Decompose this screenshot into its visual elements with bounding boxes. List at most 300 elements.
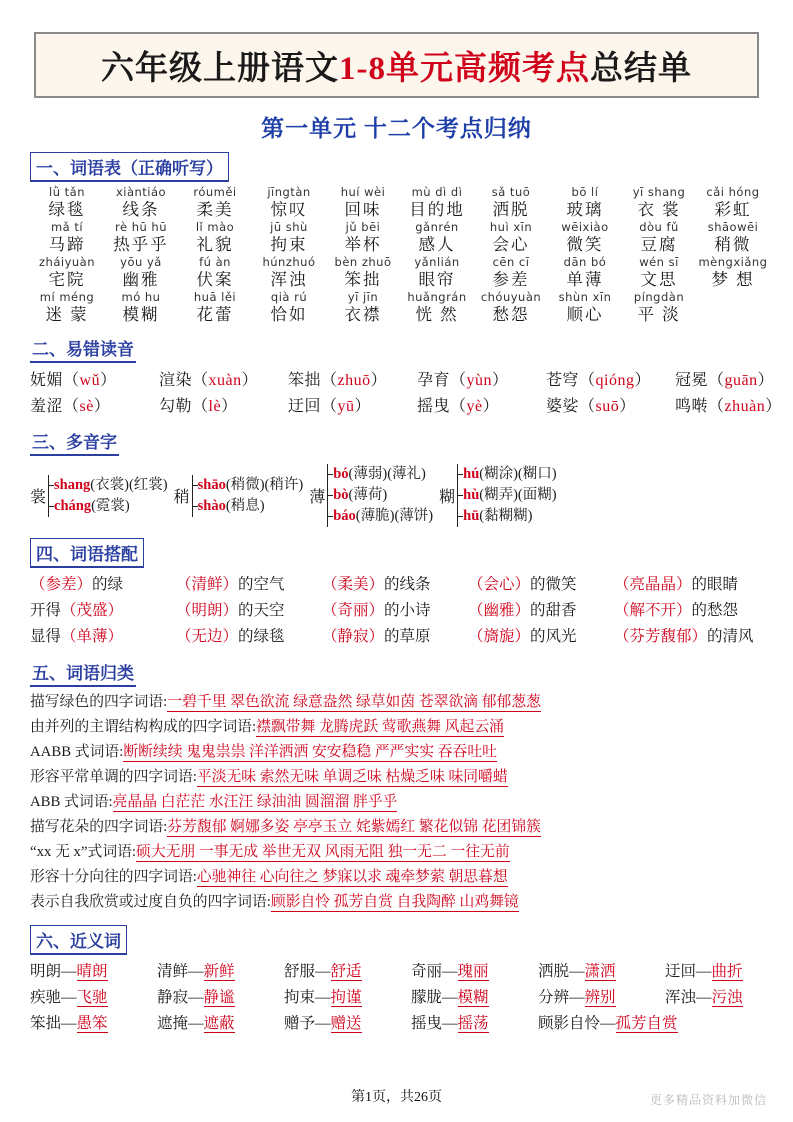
- word-hanzi: 恍 然: [415, 305, 459, 324]
- wordlist-row: [30, 255, 768, 290]
- collocation-noun: 的眼睛: [691, 576, 739, 593]
- word-pinyin: shāowēi: [707, 220, 759, 234]
- pronunciation-word: 勾勒: [159, 398, 193, 415]
- word-hanzi: 感人: [418, 235, 456, 254]
- classification-label: 由并列的主谓结构构成的四字词语:: [30, 719, 257, 735]
- word-hanzi: 会心: [492, 235, 530, 254]
- pronunciation-item: 迂回（yū）: [288, 398, 372, 415]
- word-pinyin: yōu yǎ: [120, 255, 162, 269]
- polyphone-group: [309, 464, 433, 527]
- word-hanzi: 梦 想: [711, 270, 755, 289]
- word-pinyin: dān bó: [563, 255, 607, 269]
- word-cell: [474, 221, 548, 255]
- synonym-target: 孤芳自赏: [615, 1015, 678, 1032]
- polyphone-words: (衣裳)(红裳): [90, 476, 168, 493]
- pronunciation-pinyin: wǔ: [79, 372, 101, 389]
- word-cell: [104, 291, 178, 325]
- classification-row: [30, 766, 763, 788]
- collocation-row: [30, 598, 763, 620]
- synonym-target: 摇荡: [457, 1015, 489, 1032]
- word-pinyin: mó hu: [121, 290, 161, 304]
- word-pinyin: dòu fǔ: [639, 220, 679, 234]
- classification-row: [30, 716, 763, 738]
- word-cell: [326, 221, 400, 255]
- pronunciation-row: [30, 393, 782, 416]
- word-cell: [30, 291, 104, 325]
- synonym-source: 笨拙—: [30, 1015, 77, 1032]
- title-part-2: 总结单: [590, 50, 692, 87]
- page-title: [101, 42, 692, 89]
- classification-label: 形容十分向往的四字词语:: [30, 869, 197, 885]
- collocation-item: [322, 572, 468, 594]
- collocation-item: [176, 624, 322, 646]
- collocation-item: [176, 572, 322, 594]
- word-pinyin: jīngtàn: [267, 185, 311, 199]
- classification-row: [30, 691, 763, 713]
- pronunciation-item: 勾勒（lè）: [159, 398, 238, 415]
- collocation-item: [322, 624, 468, 646]
- collocation-prefix: 开得: [30, 602, 62, 619]
- pronunciation-pinyin: suō: [595, 398, 620, 415]
- pronunciation-word: 摇曳: [417, 398, 451, 415]
- synonym-source: 拘束—: [284, 989, 331, 1006]
- collocation-noun: 的甜香: [530, 602, 577, 619]
- collocation-item: [322, 598, 468, 620]
- polyphone-char: 稍: [173, 489, 190, 506]
- word-cell: [400, 256, 474, 290]
- word-hanzi: 惊叹: [270, 200, 308, 219]
- polyphone-readings: [192, 475, 304, 517]
- word-pinyin: mí méng: [39, 290, 95, 304]
- title-part-highlight: 1-8单元高频考点: [339, 50, 590, 87]
- classification-row: [30, 741, 763, 763]
- word-pinyin: rè hū hū: [114, 220, 168, 234]
- collocation-item: [468, 572, 614, 594]
- word-pinyin: mǎ tí: [50, 220, 84, 234]
- synonyms-block: [30, 959, 763, 1033]
- pronunciation-block: [30, 367, 782, 416]
- synonym-item: [665, 959, 792, 981]
- word-cell: [178, 256, 252, 290]
- synonym-source: 舒服—: [284, 963, 331, 980]
- word-hanzi: 笨拙: [344, 270, 382, 289]
- polyphone-reading: [198, 475, 304, 496]
- classification-row: [30, 841, 763, 863]
- word-cell: [400, 186, 474, 220]
- collocation-prefix: 显得: [30, 628, 62, 645]
- word-pinyin: róuměi: [193, 185, 237, 199]
- collocation-item: [30, 598, 176, 620]
- word-cell: [622, 186, 696, 220]
- word-cell: [30, 256, 104, 290]
- word-hanzi: 柔美: [196, 200, 234, 219]
- collocation-answer: （无边）: [176, 628, 239, 645]
- collocation-noun: 的微笑: [530, 576, 577, 593]
- word-pinyin: cǎi hóng: [706, 185, 760, 199]
- word-hanzi: 伏案: [196, 270, 234, 289]
- synonym-item: [538, 1011, 768, 1033]
- polyphone-reading: [333, 464, 433, 485]
- pronunciation-pinyin: yùn: [466, 372, 493, 389]
- word-hanzi: 热乎乎: [113, 235, 169, 254]
- word-pinyin: shùn xīn: [558, 290, 612, 304]
- wordlist-row: [30, 221, 763, 255]
- word-pinyin: mù dì dì: [411, 185, 463, 199]
- synonym-source: 清鲜—: [157, 963, 204, 980]
- polyphone-pinyin: báo: [333, 508, 356, 524]
- wordlist-block: [30, 185, 768, 325]
- polyphone-words: (稍息): [225, 497, 265, 514]
- polyphone-char: 裳: [30, 489, 47, 506]
- synonym-item: [157, 985, 284, 1007]
- collocation-answer: （单薄）: [61, 628, 124, 645]
- classification-label: 表示自我欣赏或过度自负的四字词语:: [30, 894, 271, 910]
- page-subtitle: 第一单元 十二个考点归纳: [261, 116, 532, 141]
- word-pinyin: yī shang: [632, 185, 686, 199]
- classification-words: 心驰神往 心向往之 梦寐以求 魂牵梦萦 朝思暮想: [196, 869, 508, 885]
- word-cell: [548, 291, 622, 325]
- polyphone-pinyin: hū: [463, 508, 480, 524]
- pronunciation-word: 渲染: [159, 372, 193, 389]
- pronunciation-pinyin: qióng: [595, 372, 635, 389]
- word-cell: [474, 186, 548, 220]
- polyphone-char: 薄: [309, 489, 326, 506]
- polyphone-words: (稍微)(稍许): [225, 476, 304, 493]
- polyphone-group: [30, 475, 168, 517]
- collocation-answer: （柔美）: [322, 576, 385, 593]
- word-hanzi: 宅院: [48, 270, 86, 289]
- polyphone-group: [174, 475, 304, 517]
- polyphone-reading: [463, 506, 556, 527]
- collocation-item: [30, 624, 176, 646]
- word-cell: [252, 186, 326, 220]
- synonym-target: 愚笨: [76, 1015, 108, 1032]
- collocation-answer: （茂盛）: [61, 602, 124, 619]
- synonym-target: 瑰丽: [457, 963, 489, 980]
- pronunciation-word: 笨拙: [288, 372, 322, 389]
- word-hanzi: 文思: [640, 270, 678, 289]
- collocation-item: [468, 624, 614, 646]
- word-cell: [178, 186, 252, 220]
- pronunciation-item: 冠冕（guān）: [675, 372, 775, 389]
- polyphone-pinyin: hú: [463, 466, 480, 482]
- synonym-source: 遮掩—: [157, 1015, 204, 1032]
- synonym-target: 潇洒: [584, 963, 616, 980]
- pronunciation-pinyin: xuàn: [208, 372, 242, 389]
- collocation-item: [468, 598, 614, 620]
- synonym-row: [30, 985, 763, 1007]
- word-hanzi: 花蕾: [196, 305, 234, 324]
- pronunciation-item: 羞涩（sè）: [30, 398, 111, 415]
- polyphone-reading: [463, 485, 556, 506]
- word-hanzi: 目的地: [409, 200, 465, 219]
- classification-words: 芬芳馥郁 婀娜多姿 亭亭玉立 姹紫嫣红 繁花似锦 花团锦簇: [167, 819, 541, 835]
- word-hanzi: 浑浊: [270, 270, 308, 289]
- collocation-item: [176, 598, 322, 620]
- page-footer: 第1页，共26页: [351, 1090, 442, 1105]
- word-hanzi: 绿毯: [48, 200, 86, 219]
- word-cell: [696, 186, 770, 220]
- title-part-1: 六年级上册语文: [101, 50, 339, 87]
- classification-label: 描写绿色的四字词语:: [30, 694, 168, 710]
- word-cell: [548, 256, 622, 290]
- pronunciation-pinyin: zhuō: [337, 372, 371, 389]
- synonym-source: 朦胧—: [411, 989, 458, 1006]
- page-title-banner: [34, 32, 759, 98]
- section-heading-synonyms: 六、近义词: [30, 925, 127, 955]
- collocation-answer: （奇丽）: [322, 602, 385, 619]
- classification-words: 硕大无朋 一事无成 举世无双 风雨无阻 独一无二 一往无前: [136, 844, 510, 860]
- collocation-answer: （旖旎）: [468, 628, 531, 645]
- pronunciation-item: 摇曳（yè）: [417, 398, 500, 415]
- section-heading-classification: 五、词语归类: [30, 659, 136, 687]
- word-pinyin: huǎngrán: [407, 290, 467, 304]
- synonym-target: 曲折: [711, 963, 743, 980]
- collocation-noun: 的绿毯: [238, 628, 285, 645]
- classification-label: “xx 无 x”式词语:: [30, 844, 137, 860]
- synonym-item: [538, 985, 665, 1007]
- word-cell: [696, 221, 770, 255]
- pronunciation-item: 笨拙（zhuō）: [288, 372, 388, 389]
- word-hanzi: 玻璃: [566, 200, 604, 219]
- word-cell: [326, 291, 400, 325]
- polyphone-reading: [198, 496, 304, 517]
- polyphone-words: (薄脆)(薄饼): [355, 508, 434, 524]
- collocation-answer: （参差）: [30, 576, 93, 593]
- polyphone-pinyin: shang: [54, 476, 91, 493]
- collocation-noun: 的草原: [384, 628, 431, 645]
- word-hanzi: 举杯: [344, 235, 382, 254]
- word-cell: [622, 221, 696, 255]
- polyphone-reading: [54, 475, 168, 496]
- classification-label: 形容平常单调的四字词语:: [30, 769, 197, 785]
- polyphone-pinyin: hù: [463, 487, 480, 503]
- synonym-source: 疾驰—: [30, 989, 77, 1006]
- word-hanzi: 平 淡: [637, 305, 681, 324]
- word-pinyin: lǐ mào: [195, 220, 235, 234]
- word-hanzi: 顺心: [566, 305, 604, 324]
- synonym-target: 晴朗: [76, 963, 108, 980]
- synonym-item: [538, 959, 665, 981]
- word-pinyin: qià rú: [270, 290, 308, 304]
- word-cell: [252, 291, 326, 325]
- collocation-noun: 的愁怨: [691, 602, 739, 619]
- word-pinyin: sǎ tuō: [491, 185, 531, 199]
- classification-label: 描写花朵的四字词语:: [30, 819, 168, 835]
- synonym-item: [411, 1011, 538, 1033]
- word-cell: [622, 291, 696, 325]
- word-hanzi: 微笑: [566, 235, 604, 254]
- word-hanzi: 模糊: [122, 305, 160, 324]
- synonym-item: [411, 959, 538, 981]
- word-cell: [622, 256, 696, 290]
- synonym-item: [30, 959, 157, 981]
- collocation-item: [614, 572, 760, 594]
- pronunciation-word: 妩媚: [30, 372, 64, 389]
- polyphone-pinyin: shào: [197, 497, 226, 514]
- word-pinyin: píngdàn: [633, 290, 685, 304]
- word-pinyin: huā lěi: [193, 290, 237, 304]
- word-pinyin: lǜ tǎn: [49, 185, 85, 199]
- classification-words: 平淡无味 索然无味 单调乏味 枯燥乏味 味同嚼蜡: [196, 769, 508, 785]
- word-cell: [326, 256, 400, 290]
- polyphone-pinyin: bò: [333, 487, 349, 503]
- classification-row: [30, 791, 763, 813]
- classification-words: 顾影自怜 孤芳自赏 自我陶醉 山鸡舞镜: [270, 894, 519, 910]
- word-hanzi: 衣襟: [344, 305, 382, 324]
- classification-label: AABB 式词语:: [30, 744, 124, 760]
- synonym-target: 赠送: [330, 1015, 362, 1032]
- pronunciation-pinyin: yū: [337, 398, 355, 415]
- synonym-target: 新鲜: [203, 963, 235, 980]
- polyphone-reading: [333, 485, 433, 506]
- synonym-item: [284, 1011, 411, 1033]
- section-heading-pronunciation: 二、易错读音: [30, 335, 136, 363]
- section-heading-polyphone: 三、多音字: [30, 428, 119, 456]
- collocation-answer: （会心）: [468, 576, 531, 593]
- synonym-source: 奇丽—: [411, 963, 458, 980]
- synonym-target: 舒适: [330, 963, 362, 980]
- word-pinyin: bèn zhuō: [334, 255, 392, 269]
- classification-row: [30, 816, 763, 838]
- synonym-source: 赠予—: [284, 1015, 331, 1032]
- word-hanzi: 回味: [344, 200, 382, 219]
- classification-row: [30, 866, 763, 888]
- pronunciation-item: 婆娑（suō）: [546, 398, 636, 415]
- word-cell: [548, 186, 622, 220]
- collocation-row: [30, 624, 763, 646]
- collocation-answer: （芬芳馥郁）: [614, 628, 708, 645]
- synonym-target: 遮蔽: [203, 1015, 235, 1032]
- pronunciation-item: 渲染（xuàn）: [159, 372, 259, 389]
- collocation-noun: 的风光: [530, 628, 577, 645]
- wordlist-row: [30, 291, 763, 325]
- word-cell: [30, 186, 104, 220]
- polyphone-reading: [463, 464, 556, 485]
- pronunciation-pinyin: guān: [724, 372, 758, 389]
- classification-words: 断断续续 鬼鬼祟祟 洋洋洒洒 安安稳稳 严严实实 吞吞吐吐: [123, 744, 497, 760]
- word-hanzi: 恰如: [270, 305, 308, 324]
- word-pinyin: mèngxiǎng: [698, 255, 768, 269]
- polyphone-words: (糊弄)(面糊): [479, 487, 557, 503]
- classification-words: 襟飘带舞 龙腾虎跃 莺歌燕舞 风起云涌: [256, 719, 504, 735]
- polyphone-pinyin: bó: [333, 466, 349, 482]
- collocation-item: [614, 598, 760, 620]
- word-pinyin: gǎnrén: [415, 220, 459, 234]
- word-cell: [30, 221, 104, 255]
- word-cell: [474, 291, 548, 325]
- synonym-target: 静谧: [203, 989, 235, 1006]
- synonym-source: 顾影自怜—: [538, 1015, 616, 1032]
- word-pinyin: fú àn: [199, 255, 231, 269]
- wordlist-row: [30, 186, 763, 220]
- word-pinyin: bō lí: [571, 185, 599, 199]
- synonym-target: 模糊: [457, 989, 489, 1006]
- collocation-item: [30, 572, 176, 594]
- polyphone-group: [439, 464, 556, 527]
- synonym-item: [284, 985, 411, 1007]
- polyphone-words: (糊涂)(糊口): [479, 466, 557, 482]
- polyphone-readings: [457, 464, 556, 527]
- synonym-source: 洒脱—: [538, 963, 585, 980]
- pronunciation-pinyin: sè: [79, 398, 94, 415]
- collocation-noun: 的绿: [92, 576, 124, 593]
- pronunciation-pinyin: lè: [208, 398, 222, 415]
- classification-words: 一碧千里 翠色欲流 绿意盎然 绿草如茵 苍翠欲滴 郁郁葱葱: [167, 694, 541, 710]
- word-pinyin: jǔ bēi: [345, 220, 381, 234]
- collocation-noun: 的清风: [707, 628, 754, 645]
- collocation-noun: 的空气: [238, 576, 285, 593]
- pronunciation-word: 婆娑: [546, 398, 580, 415]
- word-hanzi: 稍微: [714, 235, 752, 254]
- classification-row: [30, 891, 763, 913]
- classification-label: ABB 式词语:: [30, 794, 113, 810]
- synonym-target: 飞驰: [76, 989, 108, 1006]
- synonym-source: 迂回—: [665, 963, 712, 980]
- word-cell: [548, 221, 622, 255]
- pronunciation-word: 孕育: [417, 372, 451, 389]
- word-hanzi: 彩虹: [714, 200, 752, 219]
- word-hanzi: 幽雅: [122, 270, 160, 289]
- word-cell: [252, 221, 326, 255]
- pronunciation-word: 苍穹: [546, 372, 580, 389]
- collocation-noun: 的线条: [384, 576, 431, 593]
- synonym-source: 静寂—: [157, 989, 204, 1006]
- word-cell: [178, 221, 252, 255]
- word-cell: [696, 256, 770, 290]
- polyphone-words: (薄弱)(薄礼): [348, 466, 426, 482]
- word-cell: [400, 221, 474, 255]
- word-hanzi: 豆腐: [640, 235, 678, 254]
- word-cell: [252, 256, 326, 290]
- synonym-item: [157, 959, 284, 981]
- synonym-item: [30, 1011, 157, 1033]
- pronunciation-row: [30, 367, 775, 390]
- polyphone-block: [30, 464, 763, 527]
- synonym-target: 辨别: [584, 989, 616, 1006]
- word-pinyin: xiàntiáo: [115, 185, 167, 199]
- synonym-source: 浑浊—: [665, 989, 712, 1006]
- polyphone-readings: [327, 464, 433, 527]
- polyphone-char: 糊: [439, 489, 456, 506]
- polyphone-reading: [54, 496, 168, 517]
- synonym-source: 明朗—: [30, 963, 77, 980]
- synonym-target: 拘谨: [330, 989, 362, 1006]
- polyphone-words: (霓裳): [91, 497, 130, 514]
- collocation-answer: （亮晶晶）: [614, 576, 692, 593]
- word-hanzi: 眼帘: [418, 270, 456, 289]
- word-cell: [104, 186, 178, 220]
- word-pinyin: chóuyuàn: [480, 290, 542, 304]
- word-pinyin: yī jīn: [347, 290, 379, 304]
- pronunciation-item: 孕育（yùn）: [417, 372, 509, 389]
- word-cell: [178, 291, 252, 325]
- pronunciation-word: 冠冕: [675, 372, 709, 389]
- collocation-noun: 的小诗: [384, 602, 431, 619]
- polyphone-pinyin: shāo: [197, 476, 226, 493]
- pronunciation-word: 羞涩: [30, 398, 64, 415]
- word-hanzi: 单薄: [566, 270, 604, 289]
- word-cell: [400, 291, 474, 325]
- synonym-row: [30, 1011, 763, 1033]
- word-cell: [104, 256, 178, 290]
- word-hanzi: 愁怨: [492, 305, 530, 324]
- word-pinyin: wén sī: [639, 255, 679, 269]
- collocation-answer: （解不开）: [614, 602, 692, 619]
- word-hanzi: 礼貌: [196, 235, 234, 254]
- synonym-item: [411, 985, 538, 1007]
- pronunciation-word: 迂回: [288, 398, 322, 415]
